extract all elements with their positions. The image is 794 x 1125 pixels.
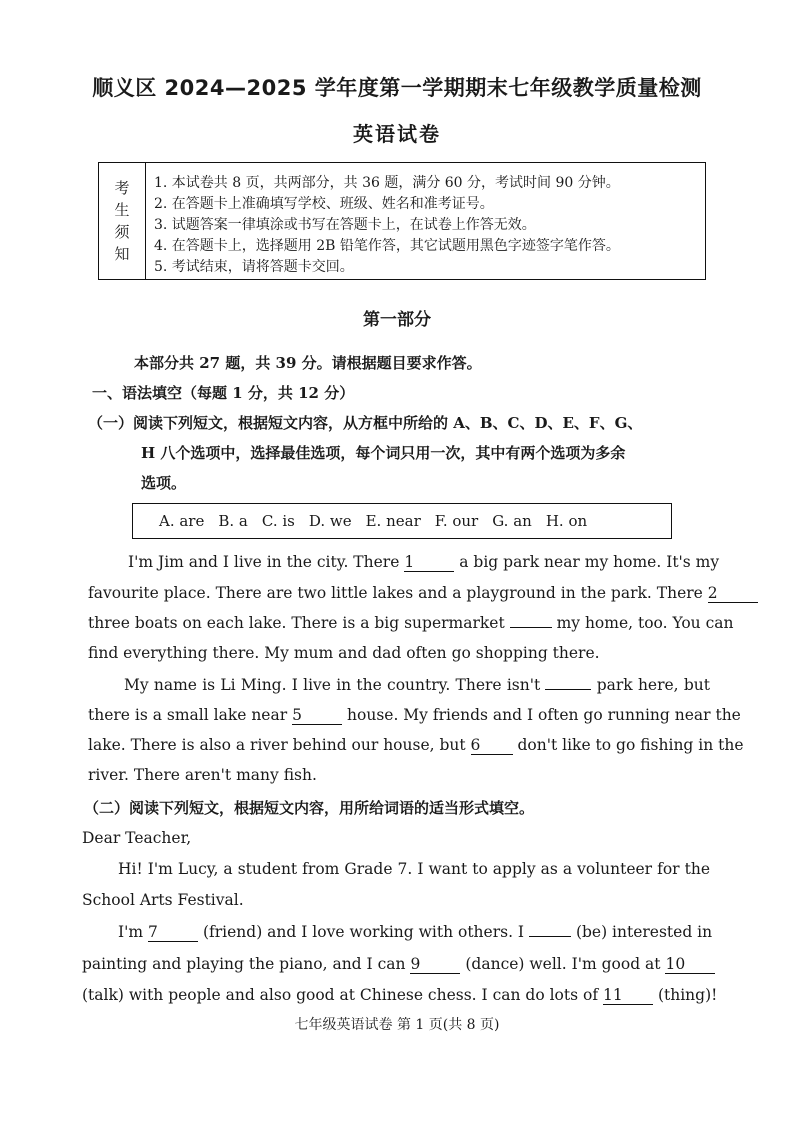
passage-text: I'm Jim and I live in the city. There	[128, 553, 400, 571]
passage-text: My name is Li Ming. I live in the country. There isn't	[124, 676, 541, 694]
passage-line: find everything there. My mum and dad often go shopping there.	[88, 644, 600, 662]
passage-text: house. My friends and I often go running near the	[347, 706, 741, 724]
passage-text: (friend) and I love working with others. I	[202, 923, 525, 941]
part-intro: 本部分共 27 题，共 39 分。请根据题目要求作答。	[134, 354, 482, 372]
passage-line	[88, 705, 741, 725]
notice-item: 2. 在答题卡上准确填写学校、班级、姓名和准考证号。	[154, 196, 494, 212]
notice-items	[146, 163, 620, 279]
exam-title: 顺义区 2024—2025 学年度第一学期期末七年级教学质量检测	[92, 76, 702, 100]
answer-blank-5[interactable]: 5	[292, 706, 342, 725]
passage-text: lake. There is also a river behind our house, but	[88, 736, 466, 754]
instruction-line: （一）阅读下列短文，根据短文内容，从方框中所给的 A、B、C、D、E、F、G、	[88, 414, 643, 432]
option: G. an	[492, 512, 532, 530]
notice-item: 5. 考试结束，请将答题卡交回。	[154, 259, 354, 275]
answer-blank-6[interactable]: 6	[471, 736, 513, 755]
notice-item: 3. 试题答案一律填涂或书写在答题卡上，在试卷上作答无效。	[154, 217, 536, 233]
passage-line	[82, 985, 718, 1005]
answer-blank-3[interactable]	[510, 627, 552, 628]
passage-line: Hi! I'm Lucy, a student from Grade 7. I want to apply as a volunteer for the	[118, 860, 710, 878]
notice-label	[99, 163, 146, 279]
passage-line	[88, 613, 734, 633]
section-heading: 一、语法填空（每题 1 分，共 12 分）	[92, 384, 355, 402]
section-heading: （二）阅读下列短文，根据短文内容，用所给词语的适当形式填空。	[84, 799, 535, 817]
passage-line	[82, 954, 708, 974]
passage-text: (thing)!	[657, 986, 718, 1004]
passage-line	[88, 583, 718, 603]
answer-blank-11[interactable]: 11	[603, 986, 653, 1005]
option: D. we	[308, 512, 352, 530]
passage-text: (talk) with people and also good at Chinese chess. I can do lots of	[82, 986, 599, 1004]
passage-line: School Arts Festival.	[82, 891, 244, 909]
passage-line	[88, 735, 744, 755]
passage-text: a big park near my home. It's my	[459, 553, 720, 571]
answer-blank-2[interactable]: 2	[708, 584, 758, 603]
passage-text: park here, but	[596, 676, 710, 694]
notice-label-char: 生	[114, 201, 130, 219]
option: E. near	[365, 512, 421, 530]
exam-subtitle: 英语试卷	[353, 122, 441, 146]
passage-text: (be) interested in	[575, 923, 713, 941]
answer-blank-4[interactable]	[545, 689, 591, 690]
passage-text: favourite place. There are two little lakes and a playground in the park. There	[88, 584, 703, 602]
passage-text: painting and playing the piano, and I can	[82, 955, 406, 973]
option: C. is	[261, 512, 295, 530]
passage-line	[128, 552, 720, 572]
option: B. a	[218, 512, 248, 530]
passage-line	[124, 675, 710, 695]
notice-label-char: 考	[114, 179, 130, 197]
notice-label-char: 须	[114, 223, 130, 241]
notice-item: 4. 在答题卡上，选择题用 2B 铅笔作答，其它试题用黑色字迹签字笔作答。	[154, 238, 620, 254]
passage-text: my home, too. You can	[556, 614, 734, 632]
passage-line: river. There aren't many fish.	[88, 766, 317, 784]
passage-text: don't like to go fishing in the	[517, 736, 744, 754]
option: A. are	[159, 512, 205, 530]
answer-blank-8[interactable]	[529, 936, 571, 937]
instruction-line: H 八个选项中，选择最佳选项，每个词只用一次，其中有两个选项为多余	[141, 444, 626, 462]
page-footer: 七年级英语试卷 第 1 页(共 8 页)	[294, 1017, 500, 1033]
notice-label-char: 知	[114, 245, 130, 263]
answer-blank-7[interactable]: 7	[148, 923, 198, 942]
passage-text: there is a small lake near	[88, 706, 288, 724]
notice-box	[98, 162, 706, 280]
instruction-line: 选项。	[141, 474, 187, 492]
part-heading: 第一部分	[363, 310, 431, 330]
passage-text: I'm	[118, 923, 144, 941]
option: H. on	[545, 512, 588, 530]
notice-item: 1. 本试卷共 8 页，共两部分，共 36 题，满分 60 分，考试时间 90 分钟。	[154, 175, 620, 191]
options-box	[132, 503, 672, 539]
letter-greeting: Dear Teacher,	[82, 829, 192, 847]
passage-line	[118, 922, 713, 942]
answer-blank-9[interactable]: 9	[410, 955, 460, 974]
option: F. our	[434, 512, 479, 530]
passage-text: (dance) well. I'm good at	[465, 955, 661, 973]
answer-blank-10[interactable]: 10	[665, 955, 715, 974]
passage-text: three boats on each lake. There is a big supermarket	[88, 614, 505, 632]
answer-blank-1[interactable]: 1	[404, 553, 454, 572]
